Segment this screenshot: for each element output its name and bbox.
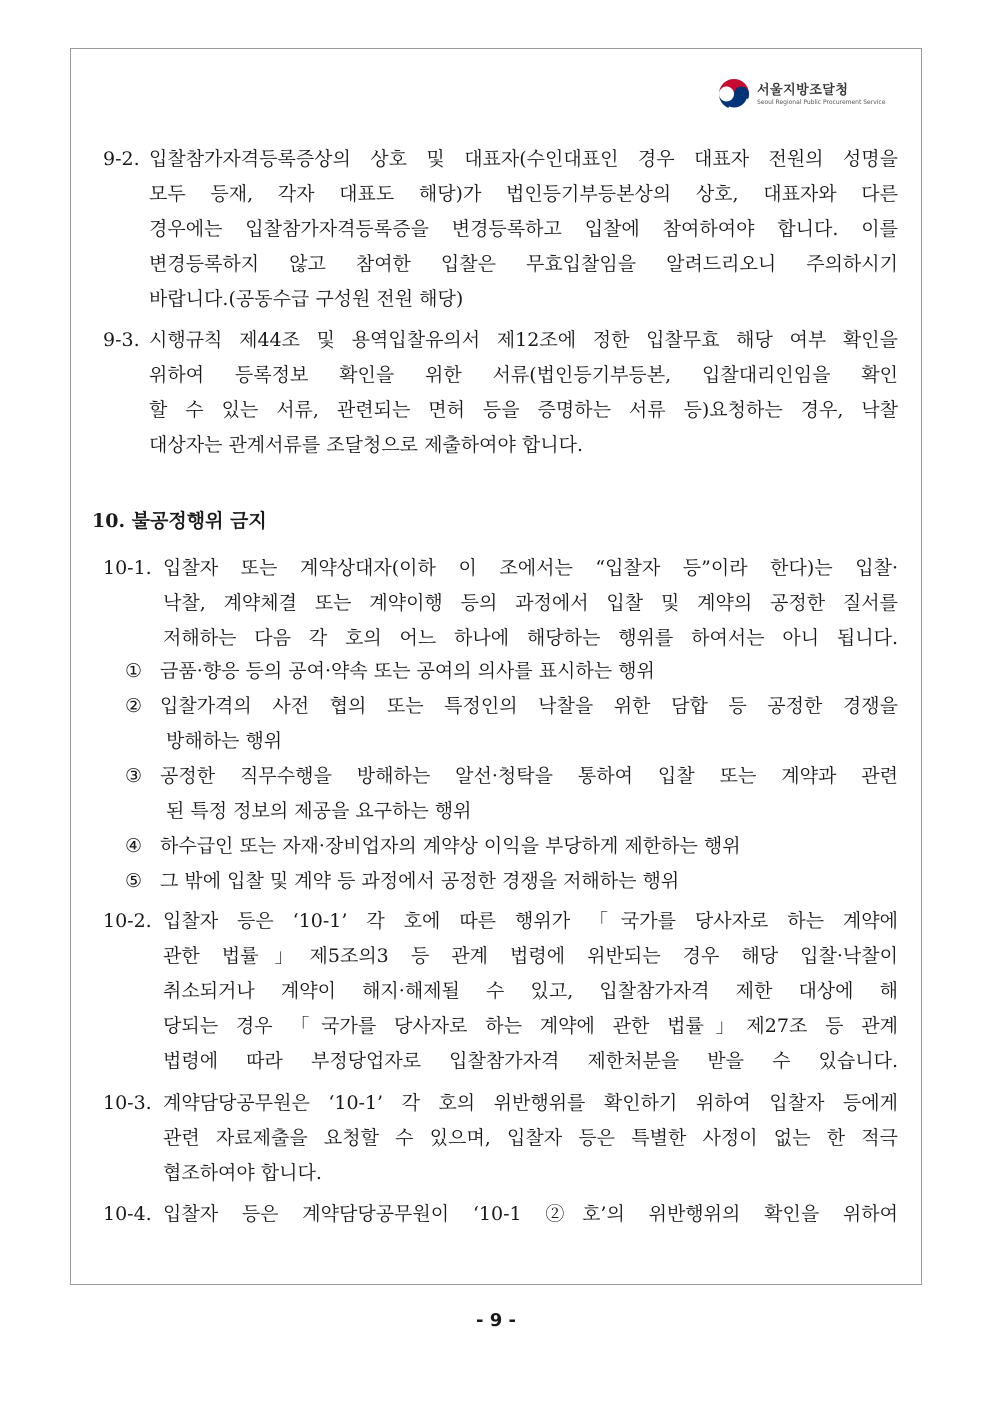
item-line: 취소되거나 계약이 해지·해제될 수 있고, 입찰참가자격 제한 대상에 해 — [163, 980, 898, 1002]
sub-item-line: 금품·향응 등의 공여·약속 또는 공여의 의사를 표시하는 행위 — [160, 660, 655, 682]
sub-item-line: 그 밖에 입찰 및 계약 등 과정에서 공정한 경쟁을 저해하는 행위 — [160, 870, 680, 892]
item-line: 관련 자료제출을 요청할 수 있으며, 입찰자 등은 특별한 사정이 없는 한 적극 — [163, 1127, 898, 1149]
item-line: 입찰자 또는 계약상대자(이하 이 조에서는 “입찰자 등”이라 한다)는 입찰· — [163, 557, 898, 579]
item-line: 모두 등재, 각자 대표도 해당)가 법인등기부등본상의 상호, 대표자와 다른 — [149, 183, 898, 205]
item-number: 9-2. — [103, 148, 140, 170]
item-line: 저해하는 다음 각 호의 어느 하나에 해당하는 행위를 하여서는 아니 됩니다. — [163, 627, 898, 649]
item-line: 법령에 따라 부정당업자로 입찰참가자격 제한처분을 받을 수 있습니다. — [163, 1050, 898, 1072]
item-number: 10-2. — [103, 910, 152, 932]
sub-item-line: 하수급인 또는 자재·장비업자의 계약상 이익을 부당하게 제한하는 행위 — [160, 835, 741, 857]
item-line: 계약담당공무원은 ‘10-1’ 각 호의 위반행위를 확인하기 위하여 입찰자 등에게 — [163, 1092, 898, 1114]
item-number: 10-1. — [103, 557, 152, 579]
item-number: 10-3. — [103, 1092, 152, 1114]
item-line: 대상자는 관계서류를 조달청으로 제출하여야 합니다. — [149, 434, 583, 456]
page-number: - 9 - — [476, 1310, 516, 1331]
item-number: 9-3. — [103, 329, 140, 351]
item-line: 입찰자 등은 계약담당공무원이 ‘10-1 ②호’의 위반행위의 확인을 위하여 — [163, 1203, 898, 1225]
sub-item-number: ④ — [125, 835, 143, 857]
item-line: 관한 법률」제5조의3 등 관계 법령에 위반되는 경우 해당 입찰·낙찰이 — [163, 945, 898, 967]
item-line: 위하여 등록정보 확인을 위한 서류(법인등기부등본, 입찰대리인임을 확인 — [149, 364, 898, 386]
sub-item-number: ⑤ — [125, 870, 143, 892]
sub-item-number: ③ — [125, 765, 143, 787]
org-name-english: Seoul Regional Public Procurement Service — [757, 99, 886, 106]
item-line: 할 수 있는 서류, 관련되는 면허 등을 증명하는 서류 등)요청하는 경우, 낙찰 — [149, 399, 898, 421]
item-number: 10-4. — [103, 1203, 152, 1225]
item-line: 변경등록하지 않고 참여한 입찰은 무효입찰임을 알려드리오니 주의하시기 — [149, 253, 898, 275]
sub-item-number: ① — [125, 660, 143, 682]
item-line: 입찰참가자격등록증상의 상호 및 대표자(수인대표인 경우 대표자 전원의 성명을 — [149, 148, 898, 170]
item-line: 시행규칙 제44조 및 용역입찰유의서 제12조에 정한 입찰무효 해당 여부 확인을 — [149, 329, 898, 351]
item-line: 당되는 경우 「국가를 당사자로 하는 계약에 관한 법률」제27조 등 관계 — [163, 1015, 898, 1037]
sub-item-line: 입찰가격의 사전 협의 또는 특정인의 낙찰을 위한 담합 등 공정한 경쟁을 — [160, 695, 898, 717]
section-heading: 10. 불공정행위 금지 — [92, 510, 267, 532]
item-line: 경우에는 입찰참가자격등록증을 변경등록하고 입찰에 참여하여야 합니다. 이를 — [149, 218, 898, 240]
item-line: 입찰자 등은 ‘10-1’ 각 호에 따른 행위가 「국가를 당사자로 하는 계약에 — [163, 910, 898, 932]
item-line: 바랍니다.(공동수급 구성원 전원 해당) — [149, 288, 464, 310]
item-line: 협조하여야 합니다. — [163, 1162, 322, 1184]
sub-item-line: 방해하는 행위 — [166, 730, 283, 752]
sub-item-number: ② — [125, 695, 143, 717]
sub-item-line: 된 특정 정보의 제공을 요구하는 행위 — [166, 800, 472, 822]
sub-item-line: 공정한 직무수행을 방해하는 알선·청탁을 통하여 입찰 또는 계약과 관련 — [160, 765, 898, 787]
org-name-korean: 서울지방조달청 — [757, 83, 849, 98]
item-line: 낙찰, 계약체결 또는 계약이행 등의 과정에서 입찰 및 계약의 공정한 질서를 — [163, 592, 898, 614]
